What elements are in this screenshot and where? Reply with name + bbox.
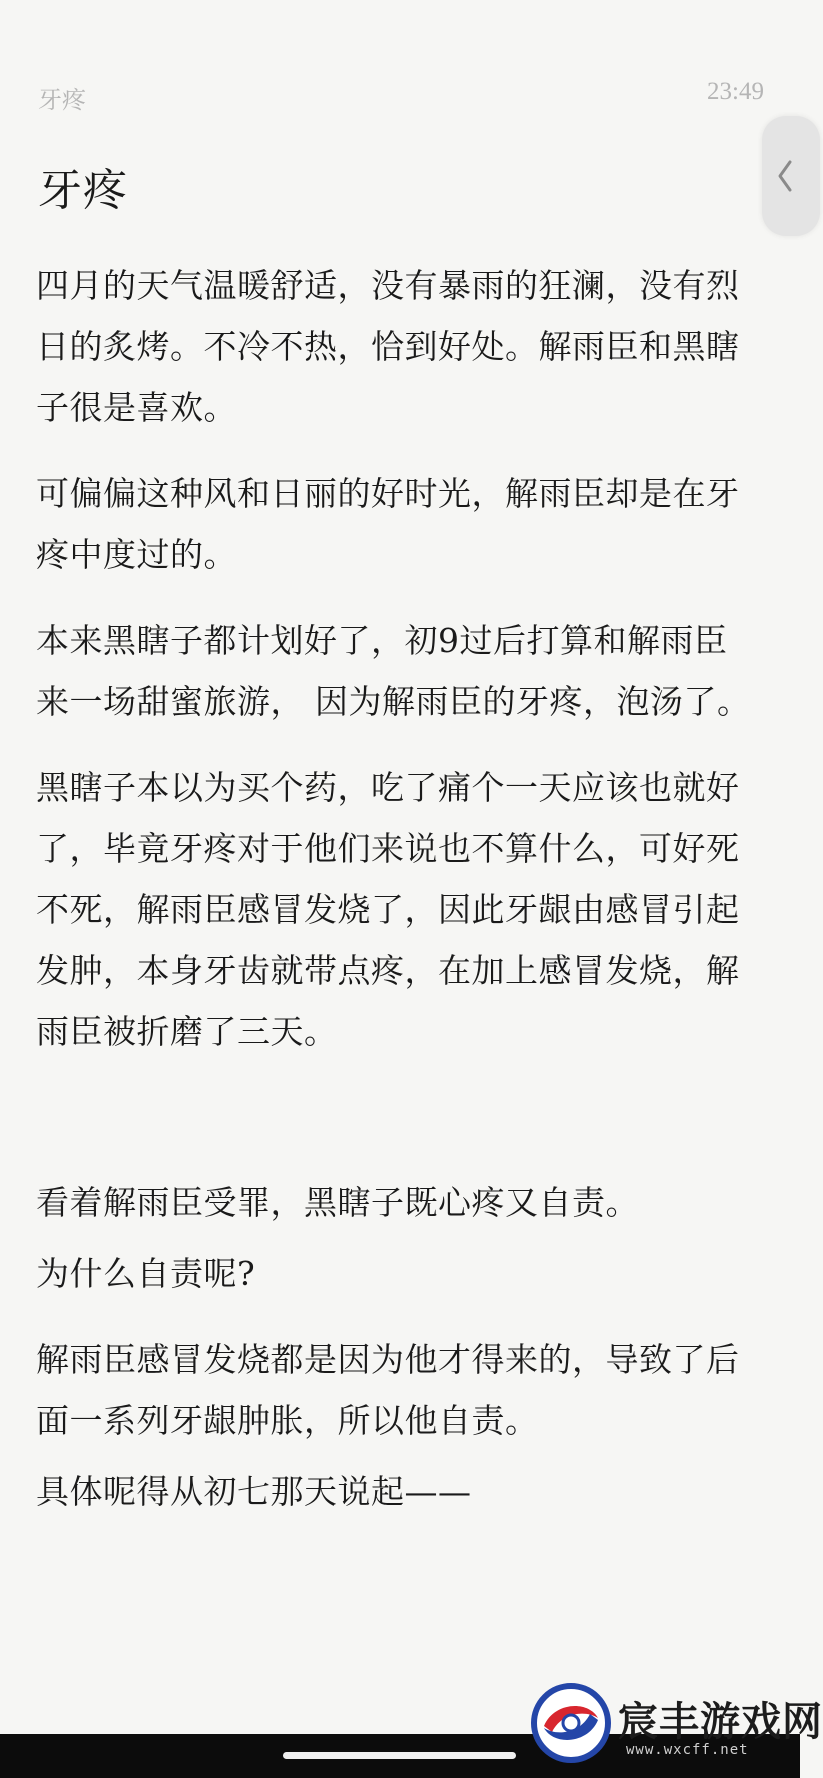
paragraph: 四月的天气温暖舒适，没有暴雨的狂澜，没有烈日的炙烤。不冷不热，恰到好处。解雨臣和黑瞎子很是喜欢。 bbox=[36, 266, 740, 427]
site-url: www.wxcff.net bbox=[626, 1742, 749, 1758]
site-name: 宸丰游戏网 bbox=[618, 1699, 823, 1745]
paragraph: 解雨臣感冒发烧都是因为他才得来的，导致了后面一系列牙龈肿胀，所以他自责。 bbox=[36, 1340, 740, 1440]
status-time: 23:49 bbox=[707, 78, 764, 105]
side-tab[interactable] bbox=[762, 116, 820, 236]
chapter-title: 牙疼 bbox=[38, 165, 128, 216]
paragraph: 看着解雨臣受罪，黑瞎子既心疼又自责。 bbox=[36, 1183, 639, 1222]
paragraph: 为什么自责呢? bbox=[36, 1254, 256, 1293]
home-indicator[interactable] bbox=[283, 1752, 516, 1759]
chevron-left-icon bbox=[774, 158, 796, 194]
reader-header-title: 牙疼 bbox=[38, 86, 86, 114]
paragraph: 可偏偏这种风和日丽的好时光，解雨臣却是在牙疼中度过的。 bbox=[36, 474, 740, 574]
site-logo-icon bbox=[530, 1682, 612, 1764]
paragraph: 本来黑瞎子都计划好了，初9过后打算和解雨臣来一场甜蜜旅游， 因为解雨臣的牙疼，泡汤了。 bbox=[36, 621, 751, 721]
paragraph: 黑瞎子本以为买个药，吃了痛个一天应该也就好了，毕竟牙疼对于他们来说也不算什么，可好死不死，解雨臣感冒发烧了，因此牙龈由感冒引起发肿，本身牙齿就带点疼，在加上感冒发烧，解雨臣被折磨了三天。 bbox=[36, 768, 740, 1051]
chapter-content bbox=[36, 255, 752, 1547]
watermark bbox=[530, 1676, 823, 1774]
paragraph: 具体呢得从初七那天说起—— bbox=[36, 1472, 472, 1511]
